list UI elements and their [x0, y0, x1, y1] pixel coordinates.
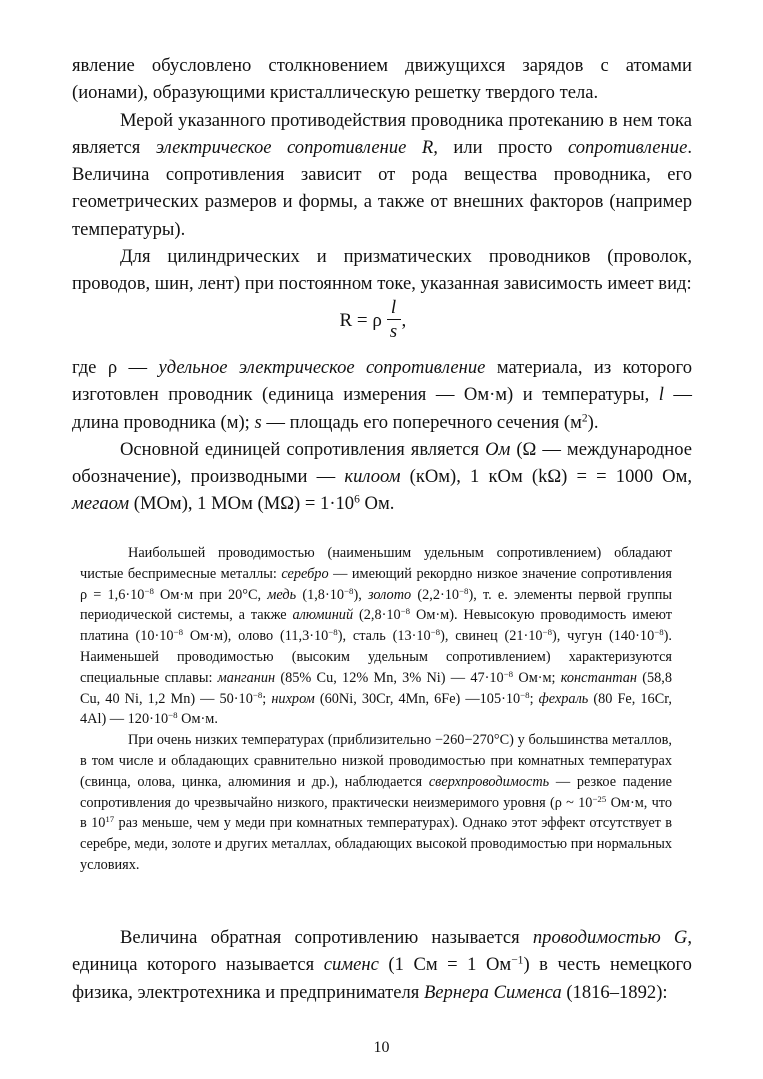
note-superconductivity: При очень низких температурах (приблизительно −260−270°С) у большинства металлов, в том числе и обладающих сравнительно низкой проводимостью при комнатных температурах (свинца, олова, цинка, алюминия и др.), наблюдается сверхпроводимость — резкое падение сопротивления до чрезвычайно низкого, практически неизмеримого уровня (ρ ~ $10^{-25}$ Ом·м, что в $10^{17}$ раз меньше, чем у меди при комнатных температурах). Однако этот эффект отсутствует в серебре, меди, золоте и других металлах, обладающих высокой проводимостью при нормальных условиях.: [80, 732, 673, 873]
formula-denominator: s: [389, 321, 398, 342]
term-resistance: сопротивление: [567, 136, 688, 158]
term-ohm: Ом: [485, 438, 511, 460]
note-block: [80, 543, 672, 876]
paragraph-5: Основной единицей сопротивления является Ом (Ω — международное обозначение), производными — килоом (кОм), 1 кОм (kΩ) = = 1000 Ом, мегаом (МОм), 1 МОм $(М\Omega) = 1\cdot 10^6$ Ом.: [72, 438, 692, 515]
formula-fraction: [387, 297, 401, 344]
text-block-middle: [72, 354, 692, 518]
paragraph-6: Величина обратная сопротивлению называется проводимостью G, единица которого называется сименс (1 См = 1 $Ом^{-1}$) в честь немецкого физика, электротехника и предпринимателя Вернера Сименса (1816–1892):: [72, 927, 692, 1003]
paragraph-3: Для цилиндрических и призматических проводников (проволок, проводов, шин, лент) при постоянном токе, указанная зависимость имеет вид:: [72, 246, 692, 295]
formula-numerator: l: [390, 297, 397, 318]
resistance-formula: R = ρ l s ,: [339, 297, 407, 342]
term-conductance: проводимостью G: [532, 927, 688, 948]
paragraph-1: явление обусловлено столкновением движущихся зарядов с атомами (ионами), образующими кристаллическую решетку твердого тела.: [72, 55, 692, 104]
term-specific-resistance: удельное электрическое сопротивление: [158, 357, 486, 378]
page-number: 10: [373, 1039, 390, 1056]
text-block-lower: [72, 924, 692, 1006]
term-megaohm: мегаом: [72, 493, 130, 515]
paragraph-2: Мерой указанного противодействия проводника протеканию в нем тока является электрическое сопротивление R, или просто сопротивление. Величина сопротивления зависит от рода вещества проводника, его геометрических размеров и формы, а также от внешних факторов (например температуры).: [72, 109, 692, 240]
term-kiloohm: килоом: [344, 466, 401, 488]
term-electrical-resistance: электрическое сопротивление R,: [155, 136, 438, 158]
paragraph-4: где ρ — удельное электрическое сопротивление материала, из которого изготовлен проводник (единица измерения — Ом·м) и температуры, l — длина проводника (м); s — площадь его поперечного сечения $(м^2)$.: [72, 357, 692, 433]
term-siemens: сименс: [323, 954, 379, 976]
text-block-upper: [72, 52, 692, 298]
formula-lhs: R = ρ: [339, 310, 382, 331]
note-conductivity: Наибольшей проводимостью (наименьшим удельным сопротивлением) обладают чистые беспримесные металлы: серебро — имеющий рекордно низкое значение сопротивления $\rho = 1,6\cdot 10^{-8}$ Ом·м при 20°С, медь $(1,8\cdot 10^{-8})$, золото $(2,2\cdot 10^{-8})$, т. е. элементы первой группы периодической системы, а также алюминий ($2,8\cdot 10^{-8}$ Ом·м). Невысокую проводимость имеют платина ($10\cdot 10^{-8}$ Ом·м), олово $(11,3\cdot 10^{-8})$, сталь $(13\cdot 10^{-8})$, свинец $(21\cdot 10^{-8})$, чугун $(140\cdot 10^{-8})$. Наименьшей проводимостью (высоким удельным сопротивлением) характеризуются специальные сплавы: манганин (85% Cu, 12% Mn, 3% Ni) — $47\cdot 10^{-8}$ Ом·м; константан (58,8 Cu, 40 Ni, 1,2 Mn) — $50\cdot 10^{-8}$; нихром (60Ni, 30Cr, 4Mn, 6Fe) $—105\cdot 10^{-8}$; фехраль (80 Fe, 16Cr, 4Al) — $120\cdot 10^{-8}$ Ом·м.: [80, 545, 673, 728]
name-werner-siemens: Вернера Сименса: [423, 981, 562, 1003]
